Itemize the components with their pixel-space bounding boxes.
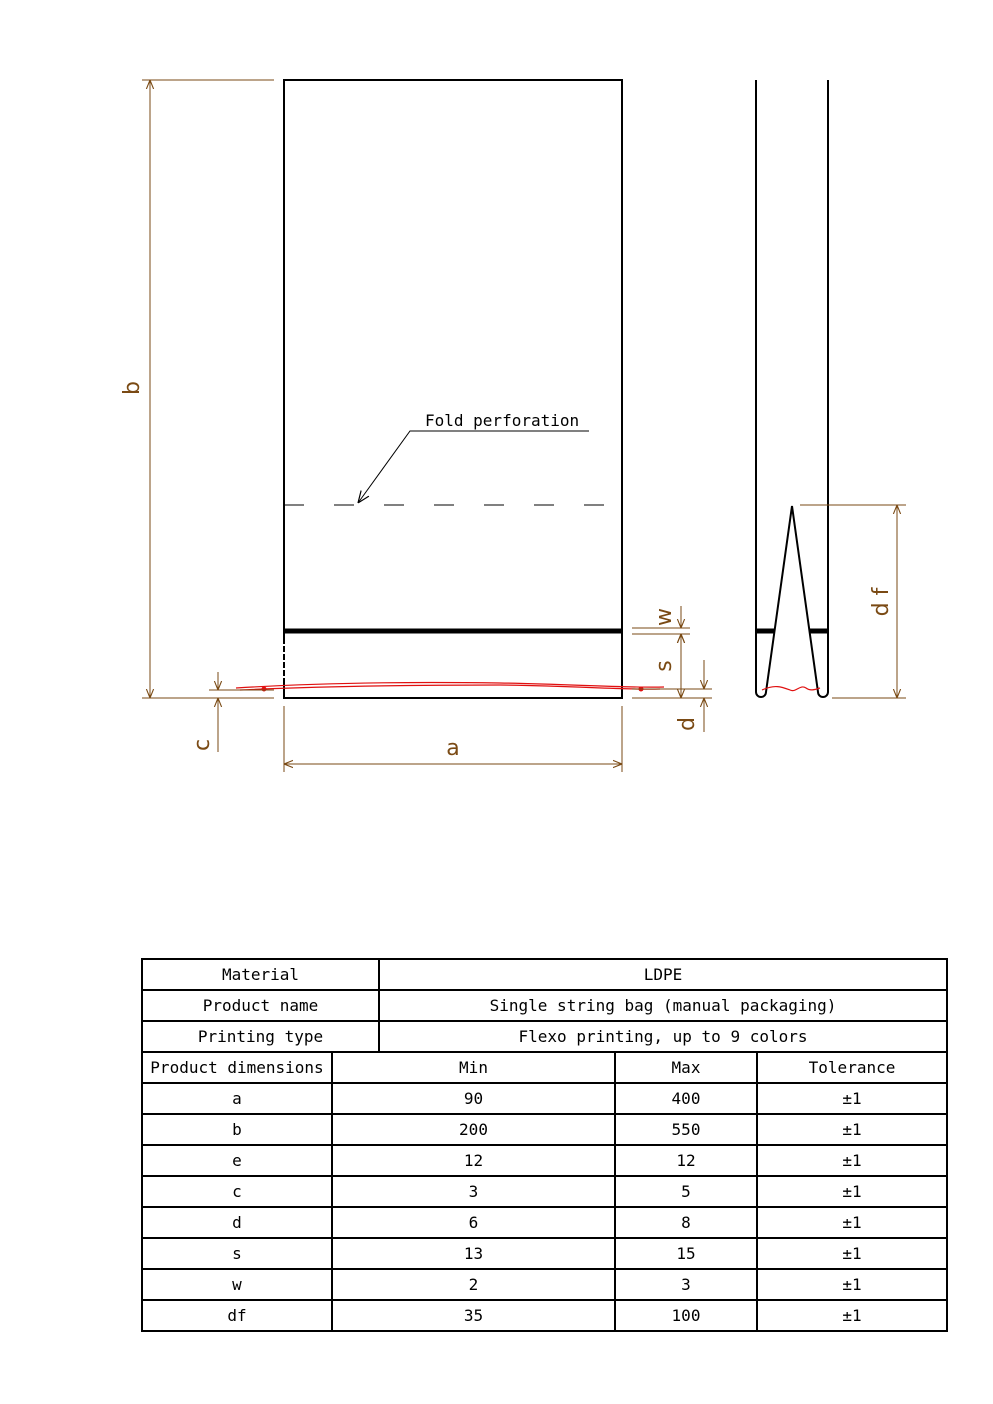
dim-name: a (142, 1083, 332, 1114)
table-row (142, 1083, 947, 1114)
dim-min: 200 (332, 1114, 615, 1145)
dim-max: 5 (615, 1176, 757, 1207)
dimension-b-label: b (120, 381, 145, 395)
material-label: Material (142, 959, 379, 990)
dim-max: 12 (615, 1145, 757, 1176)
dim-tolerance: ±1 (757, 1300, 947, 1331)
dim-name: b (142, 1114, 332, 1145)
bag-outline (284, 80, 622, 698)
drawstring (236, 683, 664, 692)
dimension-s-label: s (652, 660, 677, 672)
fold-perforation-label: Fold perforation (425, 411, 580, 430)
dim-max: 100 (615, 1300, 757, 1331)
table-row (142, 1145, 947, 1176)
dimension-c (209, 672, 274, 752)
dimension-df-label: d f (869, 587, 894, 617)
bag-side-view (756, 80, 828, 697)
printing-type-value: Flexo printing, up to 9 colors (379, 1021, 947, 1052)
dim-tolerance: ±1 (757, 1145, 947, 1176)
table-row (142, 990, 947, 1021)
table-row (142, 1238, 947, 1269)
header-max: Max (615, 1052, 757, 1083)
header-min: Min (332, 1052, 615, 1083)
dim-max: 8 (615, 1207, 757, 1238)
material-value: LDPE (379, 959, 947, 990)
dim-name: c (142, 1176, 332, 1207)
dim-name: d (142, 1207, 332, 1238)
header-product-dimensions: Product dimensions (142, 1052, 332, 1083)
spec-table (141, 958, 948, 1332)
table-row (142, 1269, 947, 1300)
printing-type-label: Printing type (142, 1021, 379, 1052)
dimension-a-label: a (446, 736, 460, 761)
bag-front-view (284, 80, 622, 698)
table-row (142, 959, 947, 990)
dim-tolerance: ±1 (757, 1083, 947, 1114)
dim-name: s (142, 1238, 332, 1269)
dim-min: 35 (332, 1300, 615, 1331)
dim-min: 12 (332, 1145, 615, 1176)
dim-min: 13 (332, 1238, 615, 1269)
dim-tolerance: ±1 (757, 1269, 947, 1300)
dim-max: 550 (615, 1114, 757, 1145)
dim-tolerance: ±1 (757, 1176, 947, 1207)
dim-tolerance: ±1 (757, 1114, 947, 1145)
table-row (142, 1114, 947, 1145)
table-row (142, 1207, 947, 1238)
fold-perforation-callout (358, 411, 589, 503)
dimension-c-label: c (190, 738, 215, 752)
header-tolerance: Tolerance (757, 1052, 947, 1083)
product-name-label: Product name (142, 990, 379, 1021)
dimension-b (142, 80, 274, 698)
dim-min: 90 (332, 1083, 615, 1114)
dim-name: w (142, 1269, 332, 1300)
table-row (142, 1300, 947, 1331)
dim-tolerance: ±1 (757, 1207, 947, 1238)
dim-min: 2 (332, 1269, 615, 1300)
dim-min: 3 (332, 1176, 615, 1207)
dimension-w-label: w (652, 608, 677, 626)
table-header-row (142, 1052, 947, 1083)
product-name-value: Single string bag (manual packaging) (379, 990, 947, 1021)
table-row (142, 1021, 947, 1052)
dim-max: 400 (615, 1083, 757, 1114)
dim-max: 3 (615, 1269, 757, 1300)
dim-name: df (142, 1300, 332, 1331)
table-row (142, 1176, 947, 1207)
dim-name: e (142, 1145, 332, 1176)
dim-tolerance: ±1 (757, 1238, 947, 1269)
dim-max: 15 (615, 1238, 757, 1269)
dimension-d-label: d (675, 717, 700, 731)
dim-min: 6 (332, 1207, 615, 1238)
